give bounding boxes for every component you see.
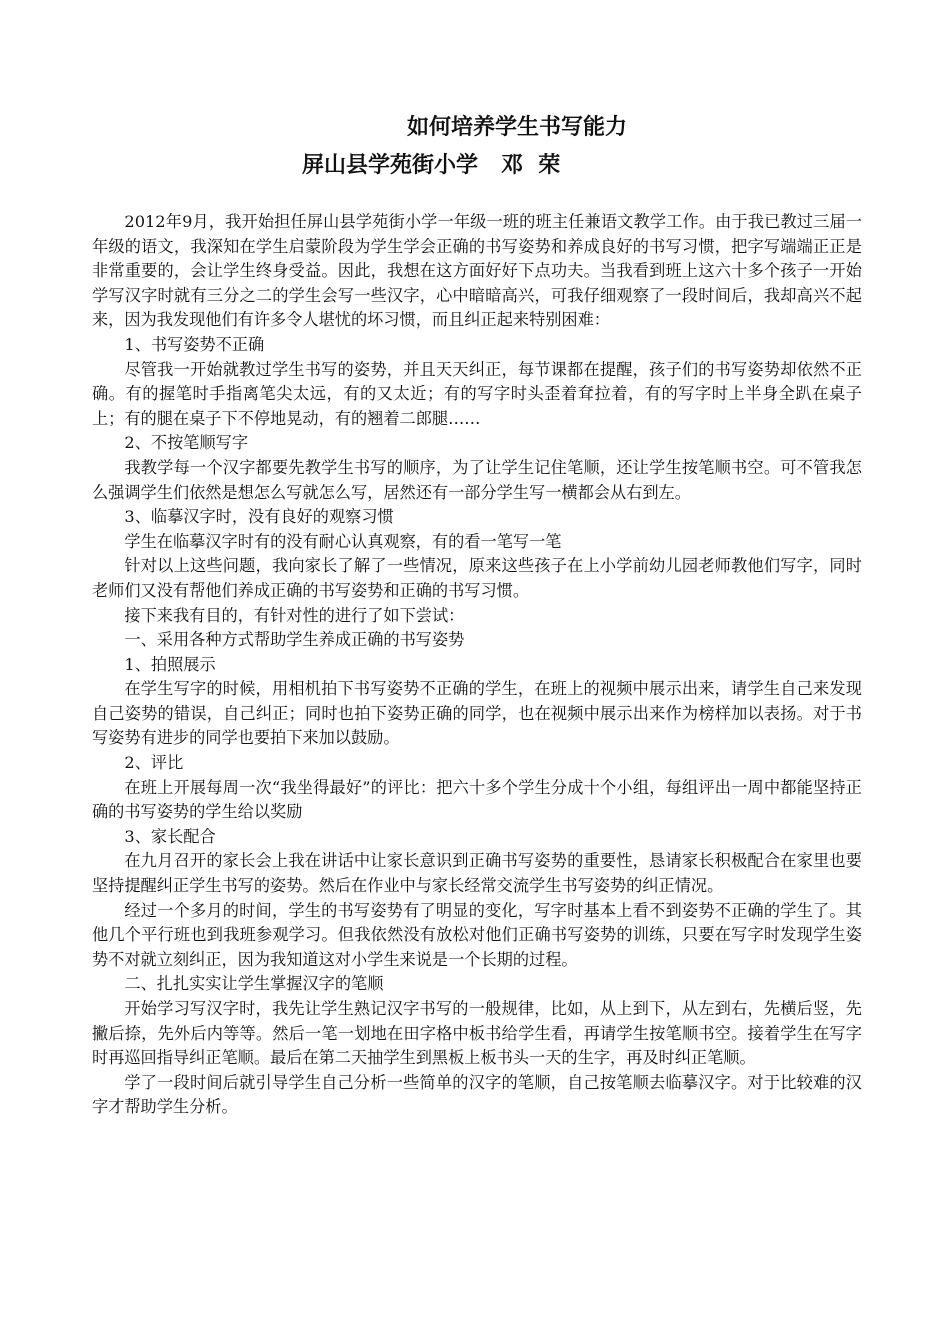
paragraph: 针对以上这些问题，我向家长了解了一些情况，原来这些孩子在上小学前幼儿园老师教他们写字，同时老师们又没有帮他们养成正确的书写姿势和正确的书写习惯。 — [92, 556, 862, 600]
paragraph: 开始学习写汉字时，我先让学生熟记汉字书写的一般规律，比如，从上到下，从左到右，先横后竖，先撇后捺，先外后内等等。然后一笔一划地在田字格中板书给学生看，再请学生按笔顺书空。接着学生在写字时再巡回指导纠正笔顺。最后在第二天抽学生到黑板上板书头一天的生字，再及时纠正笔顺。 — [92, 999, 862, 1068]
paragraph: 一、采用各种方式帮助学生养成正确的书写姿势 — [124, 630, 465, 650]
paragraph: 1、拍照展示 — [124, 654, 216, 674]
paragraph: 尽管我一开始就教过学生书写的姿势，并且天天纠正，每节课都在提醒，孩子们的书写姿势却依然不正确。有的握笔时手指离笔尖太远，有的又太近；有的写字时头歪着耷拉着，有的写字时上半身全趴在桌子上；有的腿在桌子下不停地晃动，有的翘着二郎腿…… — [92, 359, 862, 428]
document-author: 屏山县学苑街小学 邓 荣 — [302, 153, 561, 178]
document-title: 如何培养学生书写能力 — [406, 115, 627, 140]
paragraph: 1、书写姿势不正确 — [124, 334, 265, 354]
paragraph: 在班上开展每周一次“我坐得最好”的评比：把六十多个学生分成十个小组，每组评出一周中都能坚持正确的书写姿势的学生给以奖励 — [92, 777, 862, 822]
paragraph: 3、家长配合 — [124, 826, 216, 846]
paragraph: 3、临摹汉字时，没有良好的观察习惯 — [124, 507, 394, 527]
paragraph: 在九月召开的家长会上我在讲话中让家长意识到正确书写姿势的重要性，恳请家长积极配合在家里也要坚持提醒纠正学生书写的姿势。然后在作业中与家长经常交流学生书写姿势的纠正情况。 — [92, 851, 862, 896]
paragraph: 学了一段时间后就引导学生自己分析一些简单的汉字的笔顺，自己按笔顺去临摹汉字。对于比较难的汉字才帮助学生分析。 — [92, 1072, 862, 1117]
paragraph: 2、不按笔顺写字 — [124, 433, 249, 453]
paragraph: 2012年9月，我开始担任屏山县学苑街小学一年级一班的班主任兼语文教学工作。由于我已教过三届一年级的语文，我深知在学生启蒙阶段为学生学会正确的书写姿势和养成良好的书写习惯，把字写端端正正是非常重要的，会让学生终身受益。因此，我想在这方面好好下点功夫。当我看到班上这六十多个孩子一开始学写汉字时就有三分之二的学生会写一些汉字，心中暗暗高兴，可我仔细观察了一段时间后，我却高兴不起来，因为我发现他们有许多令人堪忧的坏习惯，而且纠正起来特别困难： — [92, 212, 862, 330]
paragraph: 接下来我有目的，有针对性的进行了如下尝试： — [124, 605, 465, 625]
paragraph: 经过一个多月的时间，学生的书写姿势有了明显的变化，写字时基本上看不到姿势不正确的学生了。其他几个平行班也到我班参观学习。但我依然没有放松对他们正确书写姿势的训练，只要在写字时发现学生姿势不对就立刻纠正，因为我知道这对小学生来说是一个长期的过程。 — [92, 900, 862, 969]
paragraph: 二、扎扎实实让学生掌握汉字的笔顺 — [124, 974, 384, 994]
paragraph: 我教学每一个汉字都要先教学生书写的顺序，为了让学生记住笔顺，还让学生按笔顺书空。可不管我怎么强调学生们依然是想怎么写就怎么写，居然还有一部分学生写一横都会从右到左。 — [92, 457, 862, 502]
document-body — [92, 210, 862, 1120]
document-page — [92, 0, 862, 1120]
paragraph: 在学生写字的时候，用相机拍下书写姿势不正确的学生，在班上的视频中展示出来，请学生自己来发现自己姿势的错误，自己纠正；同时也拍下姿势正确的同学，也在视频中展示出来作为榜样加以表扬。对于书写姿势有进步的同学也要拍下来加以鼓励。 — [92, 679, 862, 748]
paragraph: 2、评比 — [124, 753, 184, 773]
paragraph: 学生在临摹汉字时有的没有耐心认真观察，有的看一笔写一笔 — [124, 531, 562, 551]
